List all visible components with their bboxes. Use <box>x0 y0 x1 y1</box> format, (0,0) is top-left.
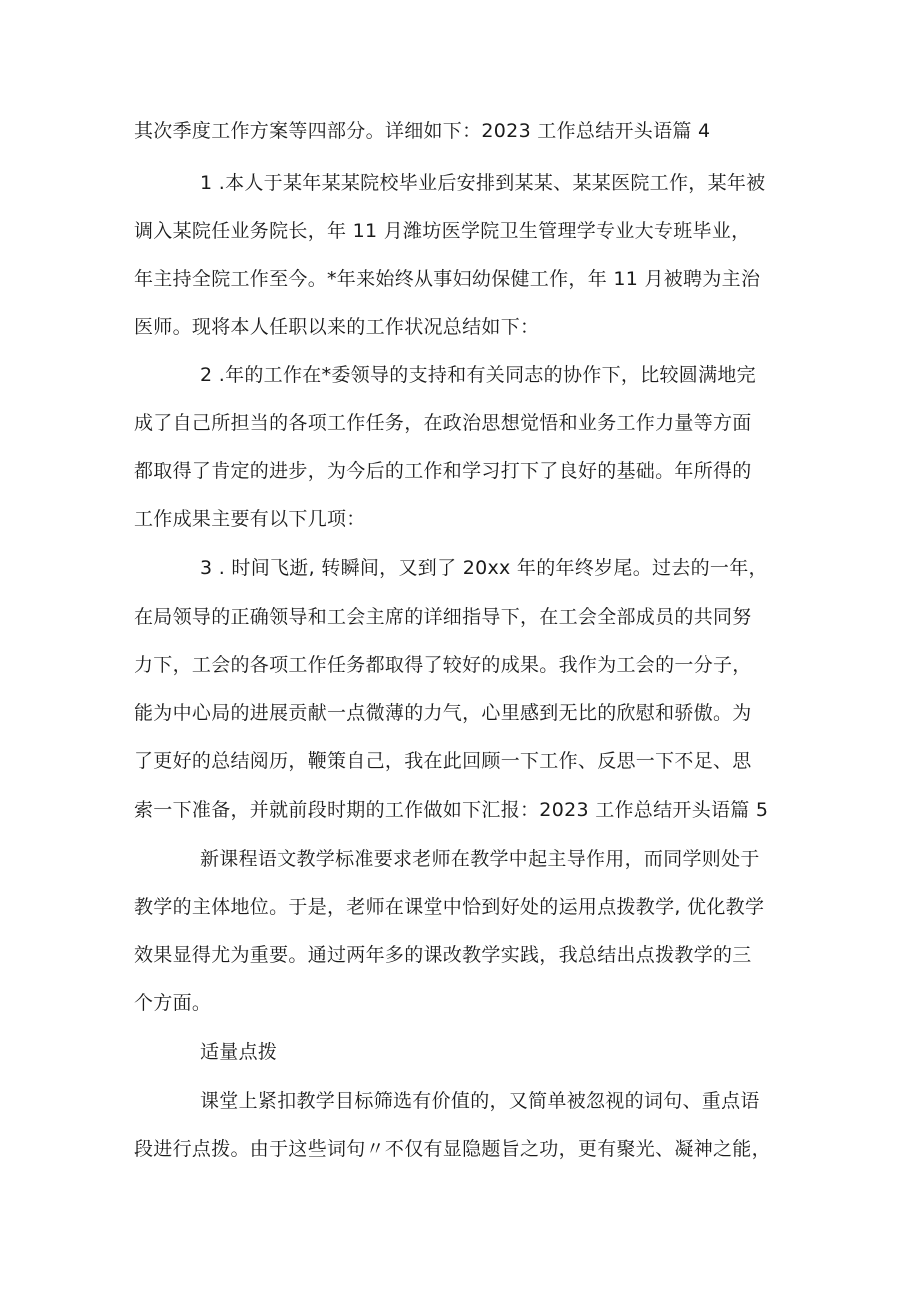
text-line: 2 .年的工作在*委领导的支持和有关同志的协作下，比较圆满地完 <box>200 364 756 386</box>
text-line: 能为中心局的进展贡献一点微薄的力气，心里感到无比的欣慰和骄傲。为 <box>134 702 752 724</box>
text-line: 3 . 时间飞逝, 转瞬间，又到了 20xx 年的年终岁尾。过去的一年， <box>200 557 768 579</box>
text-line: 年主持全院工作至今。*年来始终从事妇幼保健工作，年 11 月被聘为主治 <box>134 268 761 290</box>
text-line: 在局领导的正确领导和工会主席的详细指导下，在工会全部成员的共同努 <box>134 606 752 628</box>
text-line: 段进行点拨。由于这些词句〃不仅有显隐题旨之功，更有聚光、凝神之能， <box>134 1138 771 1160</box>
text-line: 了更好的总结阅历，鞭策自己，我在此回顾一下工作、反思一下不足、思 <box>134 750 752 772</box>
text-line: 效果显得尤为重要。通过两年多的课改教学实践，我总结出点拨教学的三 <box>134 944 752 966</box>
text-line: 力下，工会的各项工作任务都取得了较好的成果。我作为工会的一分子， <box>134 654 752 676</box>
text-line: 索一下准备，并就前段时期的工作做如下汇报：2023 工作总结开头语篇 5 <box>134 799 769 821</box>
text-line: 医师。现将本人任职以来的工作状况总结如下： <box>134 316 540 338</box>
text-line: 都取得了肯定的进步，为今后的工作和学习打下了良好的基础。年所得的 <box>134 460 752 482</box>
text-line: 其次季度工作方案等四部分。详细如下：2023 工作总结开头语篇 4 <box>134 120 711 142</box>
text-line: 调入某院任业务院长，年 11 月潍坊医学院卫生管理学专业大专班毕业， <box>134 220 751 242</box>
text-line: 课堂上紧扣教学目标筛选有价值的，又简单被忽视的词句、重点语 <box>200 1090 760 1112</box>
section-heading: 适量点拨 <box>200 1041 278 1063</box>
text-line: 个方面。 <box>134 992 212 1014</box>
text-line: 1 .本人于某年某某院校毕业后安排到某某、某某医院工作，某年被 <box>200 172 766 194</box>
text-line: 工作成果主要有以下几项： <box>134 508 366 530</box>
text-line: 新课程语文教学标准要求老师在教学中起主导作用，而同学则处于 <box>200 848 760 870</box>
text-line: 教学的主体地位。于是，老师在课堂中恰到好处的运用点拨教学, 优化教学 <box>134 896 765 918</box>
text-line: 成了自己所担当的各项工作任务，在政治思想觉悟和业务工作力量等方面 <box>134 412 752 434</box>
